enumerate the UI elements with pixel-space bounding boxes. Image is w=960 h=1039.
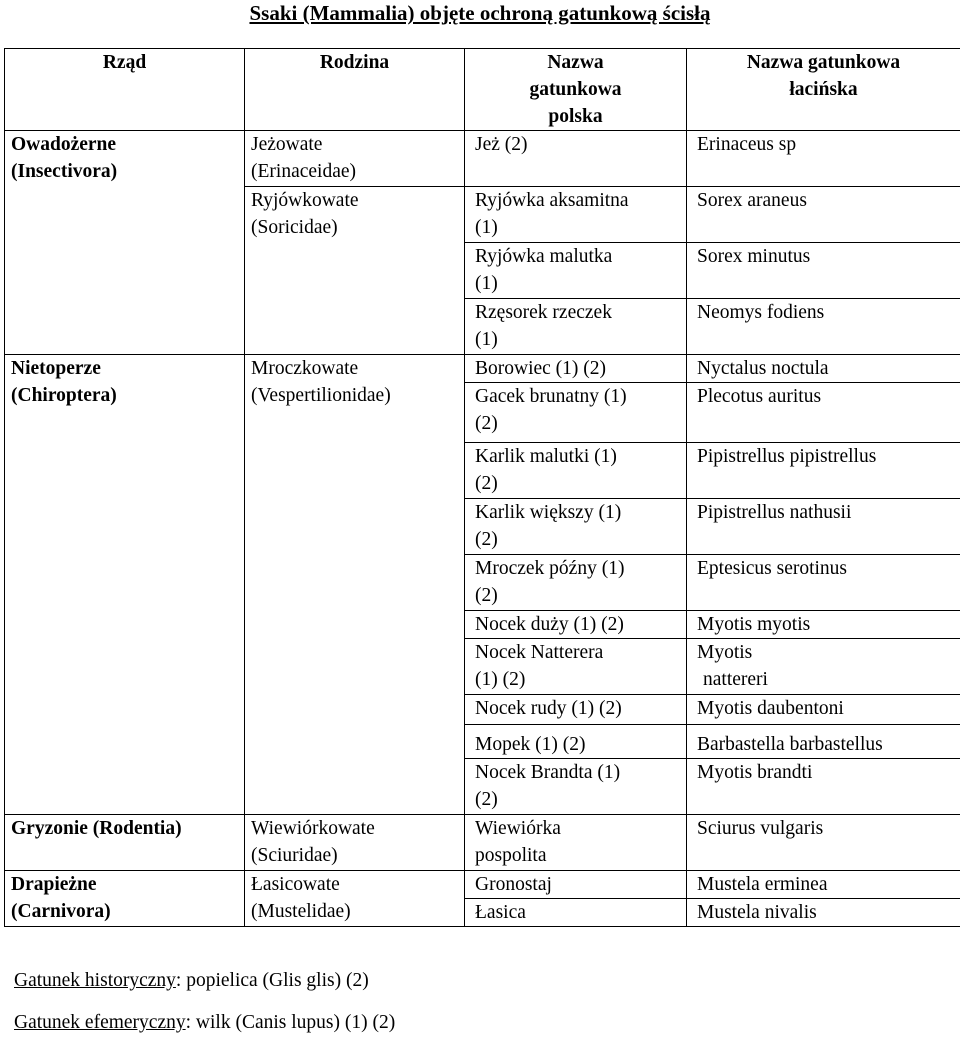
polish-name-cell: Wiewiórka pospolita [465, 815, 687, 871]
latin-name-cell: Nyctalus noctula [687, 355, 960, 383]
latin-name-cell: Sciurus vulgaris [687, 815, 960, 871]
page-title: Ssaki (Mammalia) objęte ochroną gatunkową ścisłą [249, 1, 711, 25]
latin-name-cell: Myotis nattereri [687, 639, 960, 695]
header-row [5, 49, 960, 131]
latin-name-cell: Sorex araneus [687, 187, 960, 243]
polish-name-cell: Nocek Natterera (1) (2) [465, 639, 687, 695]
polish-name-cell: Gronostaj [465, 871, 687, 899]
table-row [5, 871, 960, 899]
family-cell: Łasicowate (Mustelidae) [245, 871, 465, 927]
polish-name-cell: Gacek brunatny (1) (2) [465, 383, 687, 443]
latin-name-cell: Sorex minutus [687, 243, 960, 299]
footnote-ephemeral-text: : wilk (Canis lupus) (1) (2) [185, 1012, 396, 1033]
order-cell: Nietoperze (Chiroptera) [5, 355, 245, 815]
latin-name-cell: Plecotus auritus [687, 383, 960, 443]
polish-name-cell: Jeż (2) [465, 131, 687, 187]
latin-name-cell: Erinaceus sp [687, 131, 960, 187]
footnote-historical-label: Gatunek historyczny [14, 970, 176, 991]
polish-name-cell: Łasica [465, 899, 687, 927]
latin-name-cell: Myotis brandti [687, 759, 960, 815]
polish-name-cell: Nocek Brandta (1) (2) [465, 759, 687, 815]
species-table [4, 48, 960, 927]
footnote-historical-text: : popielica (Glis glis) (2) [175, 970, 369, 991]
order-cell: Drapieżne (Carnivora) [5, 871, 245, 927]
polish-name-cell: Rzęsorek rzeczek (1) [465, 299, 687, 355]
header-polish-name: Nazwa gatunkowa polska [465, 49, 687, 131]
header-order: Rząd [5, 49, 245, 131]
latin-name-cell: Barbastella barbastellus [687, 725, 960, 759]
header-latin-name: Nazwa gatunkowa łacińska [687, 49, 960, 131]
polish-name-cell: Ryjówka aksamitna (1) [465, 187, 687, 243]
header-family: Rodzina [245, 49, 465, 131]
polish-name-cell: Nocek rudy (1) (2) [465, 695, 687, 725]
latin-name-cell: Eptesicus serotinus [687, 555, 960, 611]
latin-name-cell: Mustela erminea [687, 871, 960, 899]
table-row [5, 131, 960, 187]
table-row [5, 815, 960, 871]
latin-name-cell: Pipistrellus nathusii [687, 499, 960, 555]
latin-name-cell: Myotis myotis [687, 611, 960, 639]
family-cell: Ryjówkowate (Soricidae) [245, 187, 465, 355]
latin-name-cell: Neomys fodiens [687, 299, 960, 355]
order-cell: Owadożerne (Insectivora) [5, 131, 245, 355]
footnote-ephemeral [14, 1010, 395, 1036]
polish-name-cell: Ryjówka malutka (1) [465, 243, 687, 299]
family-cell: Wiewiórkowate (Sciuridae) [245, 815, 465, 871]
polish-name-cell: Borowiec (1) (2) [465, 355, 687, 383]
polish-name-cell: Mroczek późny (1) (2) [465, 555, 687, 611]
polish-name-cell: Mopek (1) (2) [465, 725, 687, 759]
polish-name-cell: Karlik większy (1) (2) [465, 499, 687, 555]
footnote-ephemeral-label: Gatunek efemeryczny [14, 1012, 186, 1033]
latin-name-cell: Pipistrellus pipistrellus [687, 443, 960, 499]
latin-name-cell: Mustela nivalis [687, 899, 960, 927]
order-cell: Gryzonie (Rodentia) [5, 815, 245, 871]
family-cell: Mroczkowate (Vespertilionidae) [245, 355, 465, 815]
family-cell: Jeżowate (Erinaceidae) [245, 131, 465, 187]
polish-name-cell: Karlik malutki (1) (2) [465, 443, 687, 499]
table-row [5, 355, 960, 383]
footnote-historical [14, 968, 369, 994]
polish-name-cell: Nocek duży (1) (2) [465, 611, 687, 639]
latin-name-cell: Myotis daubentoni [687, 695, 960, 725]
